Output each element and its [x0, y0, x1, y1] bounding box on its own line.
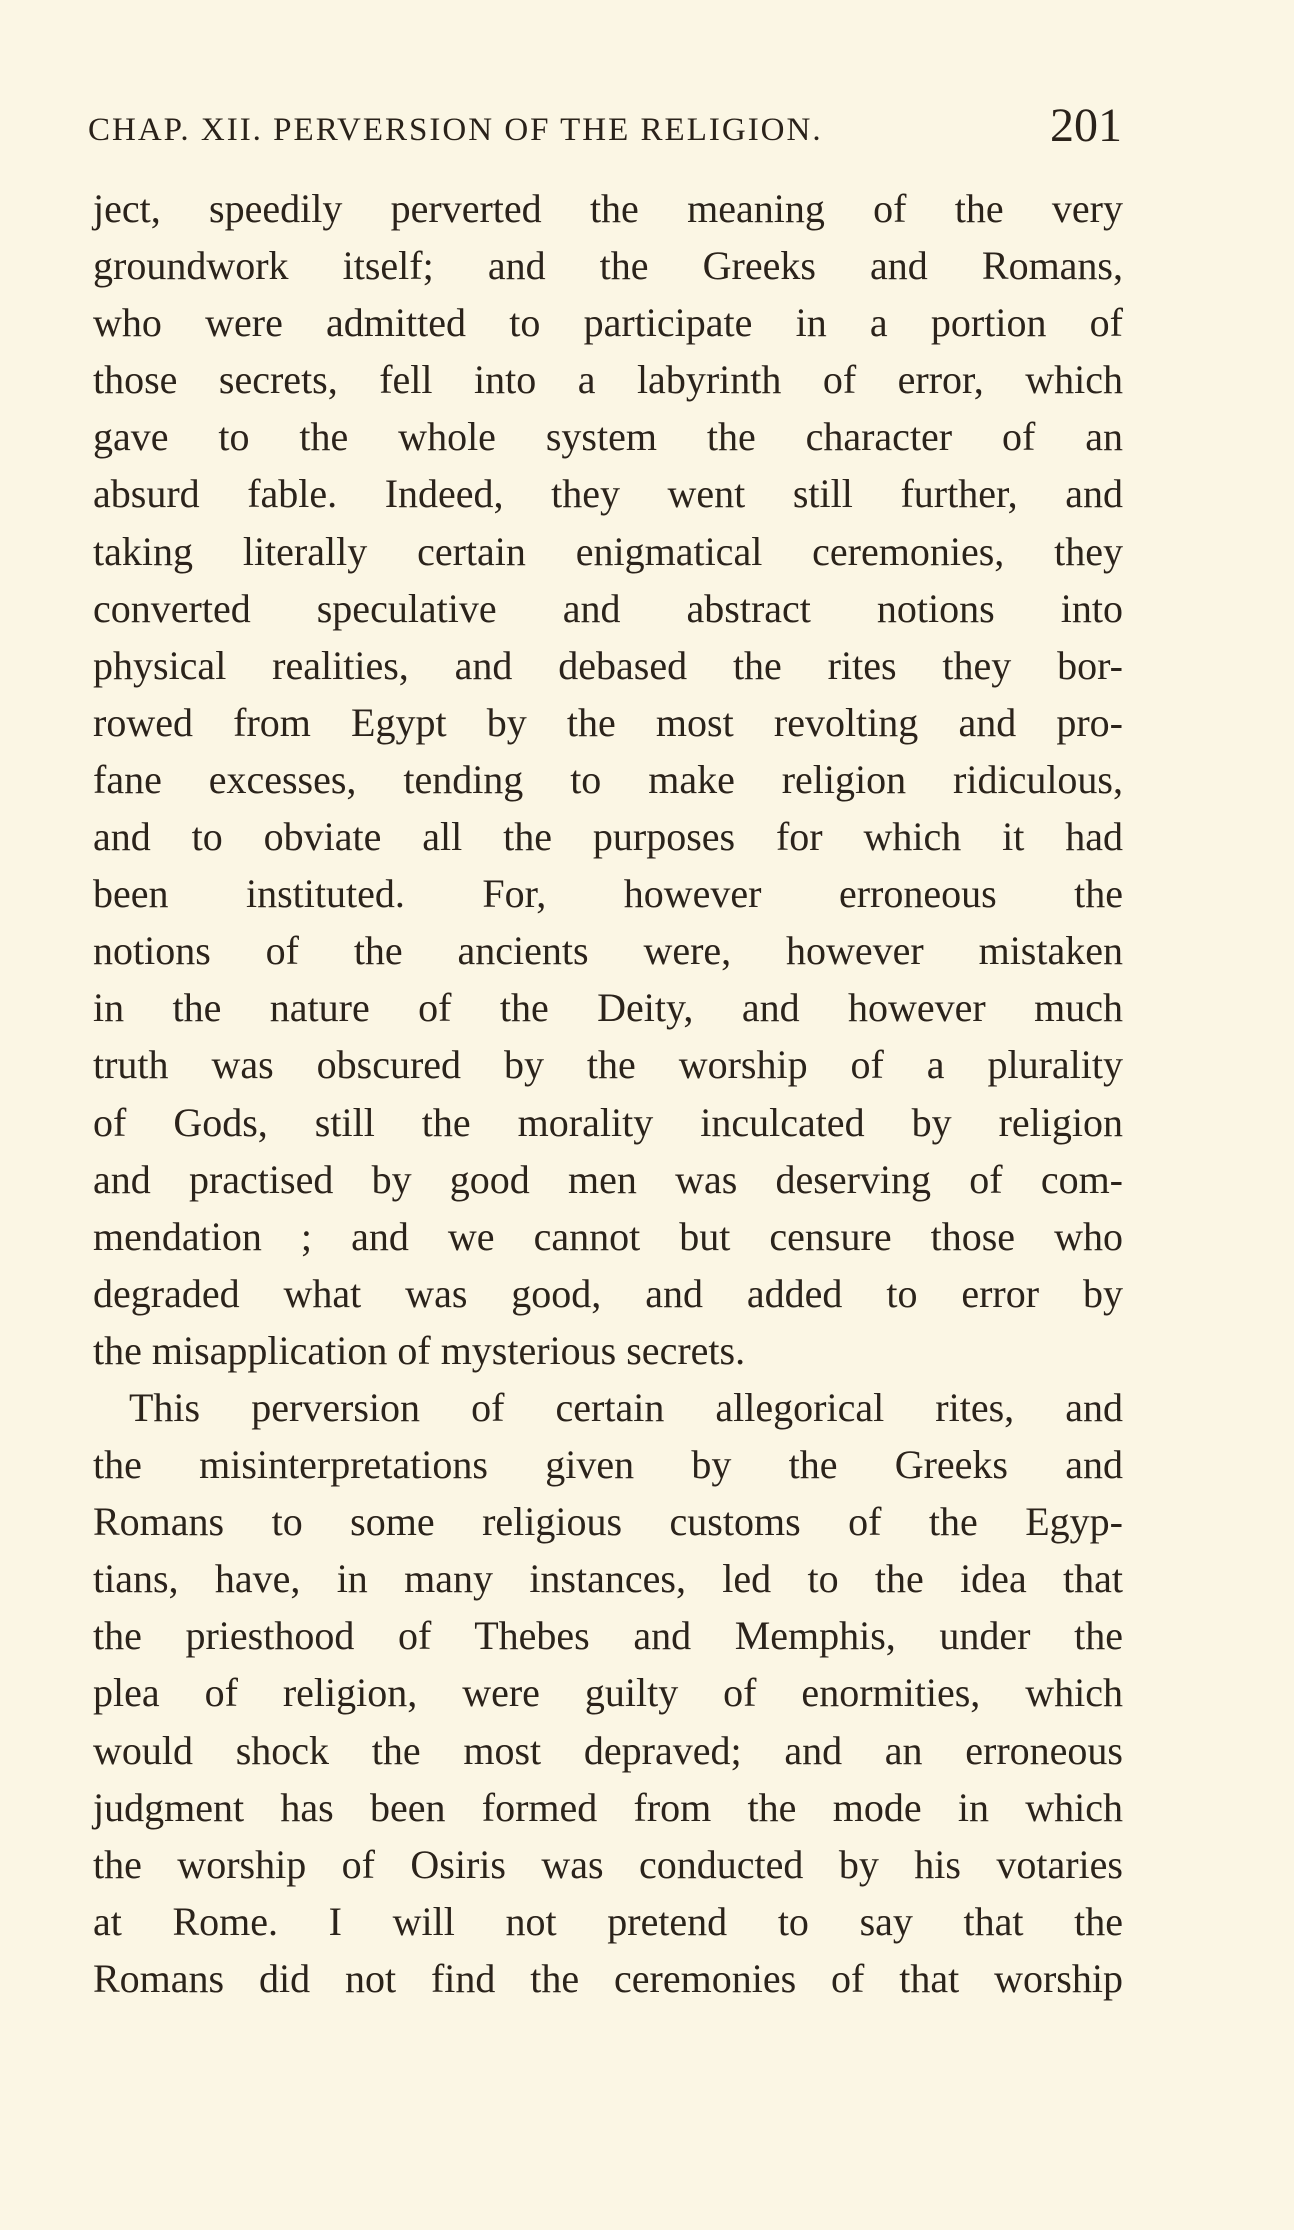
text-line: mendation ; and we cannot but censure those who: [93, 1213, 1123, 1259]
running-title: CHAP. XII. PERVERSION OF THE RELIGION.: [88, 112, 823, 148]
text-line: plea of religion, were guilty of enormities, which: [93, 1670, 1123, 1716]
text-line: and practised by good men was deserving of com-: [93, 1156, 1123, 1202]
text-line: fane excesses, tending to make religion ridiculous,: [93, 756, 1123, 802]
text-line: the worship of Osiris was conducted by his votaries: [93, 1841, 1123, 1887]
text-line: at Rome. I will not pretend to say that the: [93, 1898, 1123, 1944]
text-line: judgment has been formed from the mode in which: [93, 1784, 1123, 1830]
text-line: taking literally certain enigmatical ceremonies, they: [93, 528, 1123, 574]
body-text: [93, 180, 1123, 2007]
text-line: the misinterpretations given by the Greeks and: [93, 1442, 1123, 1488]
running-head: [88, 98, 1122, 154]
text-line: been instituted. For, however erroneous the: [93, 871, 1123, 917]
text-line: converted speculative and abstract notions into: [93, 585, 1123, 631]
text-line: rowed from Egypt by the most revolting and pro-: [93, 699, 1123, 745]
text-line: in the nature of the Deity, and however much: [93, 985, 1123, 1031]
text-line: degraded what was good, and added to error by: [93, 1270, 1123, 1316]
text-line: tians, have, in many instances, led to the idea that: [93, 1556, 1123, 1602]
text-line: and to obviate all the purposes for which it had: [93, 814, 1123, 860]
text-line: physical realities, and debased the rites they bor-: [93, 642, 1123, 688]
text-line: ject, speedily perverted the meaning of the very: [93, 186, 1123, 231]
page-number: 201: [1050, 99, 1122, 152]
text-line: the misapplication of mysterious secrets.: [93, 1327, 746, 1373]
text-line: Romans did not find the ceremonies of that worship: [93, 1955, 1123, 2001]
text-line: Romans to some religious customs of the Egyp-: [93, 1499, 1123, 1545]
text-line: those secrets, fell into a labyrinth of error, which: [93, 357, 1123, 403]
text-line: groundwork itself; and the Greeks and Romans,: [93, 243, 1123, 289]
text-line: gave to the whole system the character of an: [93, 414, 1123, 460]
paragraph-first-line: This perversion of certain allegorical rites, and: [129, 1384, 1123, 1430]
text-line: of Gods, still the morality inculcated by religion: [93, 1099, 1123, 1145]
text-line: notions of the ancients were, however mistaken: [93, 928, 1123, 974]
text-line: absurd fable. Indeed, they went still further, and: [93, 471, 1123, 517]
text-line: would shock the most depraved; and an erroneous: [93, 1727, 1123, 1773]
text-line: who were admitted to participate in a portion of: [93, 300, 1123, 346]
text-line: the priesthood of Thebes and Memphis, under the: [93, 1613, 1123, 1659]
text-line: truth was obscured by the worship of a plurality: [93, 1042, 1123, 1088]
